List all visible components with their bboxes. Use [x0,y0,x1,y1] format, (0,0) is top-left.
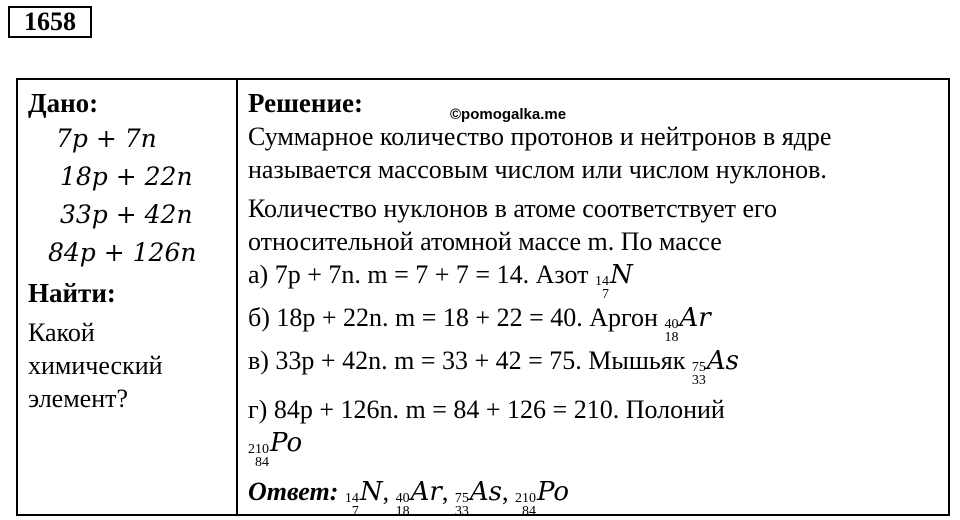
atomic-number: 18 [664,330,679,345]
solution-heading: Решение: [248,88,363,118]
given-line: 33p + 42n [60,200,193,229]
mass-number: 40 [395,491,410,506]
mass-number: 14 [595,274,609,289]
column-divider [236,80,238,514]
nuclide-numbers [692,361,706,387]
solution-table [16,78,950,519]
mass-number: 14 [344,491,359,506]
solution-item [248,258,948,301]
find-question-line: элемент? [28,384,129,413]
separator: , [382,477,396,506]
given-heading: Дано: [28,88,99,118]
solution-item [248,301,948,344]
solution-item-continuation [248,426,948,469]
atomic-number: 33 [454,504,469,519]
atomic-number: 7 [602,287,609,302]
mass-number: 75 [691,360,706,375]
nuclide-numbers [345,492,359,518]
element-symbol: Po [536,477,570,507]
nuclide-numbers [595,275,609,301]
atomic-number: 84 [255,455,269,470]
watermark: ©pomogalka.me [450,106,567,123]
atomic-number: 33 [691,373,706,388]
find-heading: Найти: [28,278,116,308]
atomic-number: 7 [351,504,359,519]
element-symbol: Po [270,428,303,458]
nuclide-numbers [515,492,536,518]
nuclide-numbers [664,318,678,344]
solution-text: Суммарное количество протонов и нейтронов в ядре [248,122,832,151]
item-text: а) 7p + 7n. m = 7 + 7 = 14. Азот [248,260,595,289]
element-symbol: Ar [410,477,442,507]
atomic-number: 84 [521,504,536,519]
given-line: 84p + 126n [48,238,197,267]
solution-text: называется массовым числом или числом нуклонов. [248,155,827,184]
element-symbol: As [706,346,739,376]
given-line: 18p + 22n [60,162,193,191]
mass-number: 40 [664,317,679,332]
solution-text: Количество нуклонов в атоме соответствует его [248,194,778,223]
nuclide-numbers [455,492,469,518]
element-symbol: As [469,477,502,507]
solution-item [248,344,948,387]
given-column [28,86,228,415]
solution-item [248,393,948,426]
find-question-line: Какой [28,318,95,347]
answer-line [248,475,948,518]
mass-number: 210 [248,442,269,457]
solution-column [248,86,948,518]
atomic-number: 18 [395,504,410,519]
element-symbol: N [610,260,633,290]
answer-label: Ответ: [248,477,339,506]
given-line: 7p + 7n [56,124,157,153]
problem-number: 1658 [8,6,92,38]
mass-number: 75 [454,491,469,506]
separator: , [441,477,455,506]
item-text: в) 33p + 42n. m = 33 + 42 = 75. Мышьяк [248,346,692,375]
nuclide-numbers [396,492,410,518]
element-symbol: N [359,477,383,507]
element-symbol: Ar [679,303,711,333]
item-text: г) 84p + 126n. m = 84 + 126 = 210. Полоний [248,395,725,424]
item-text: б) 18p + 22n. m = 18 + 22 = 40. Аргон [248,303,665,332]
separator: , [501,477,515,506]
mass-number: 210 [514,491,536,506]
nuclide-numbers [248,443,269,469]
find-question-line: химический [28,351,163,380]
solution-text: относительной атомной массе m. По массе [248,227,722,256]
